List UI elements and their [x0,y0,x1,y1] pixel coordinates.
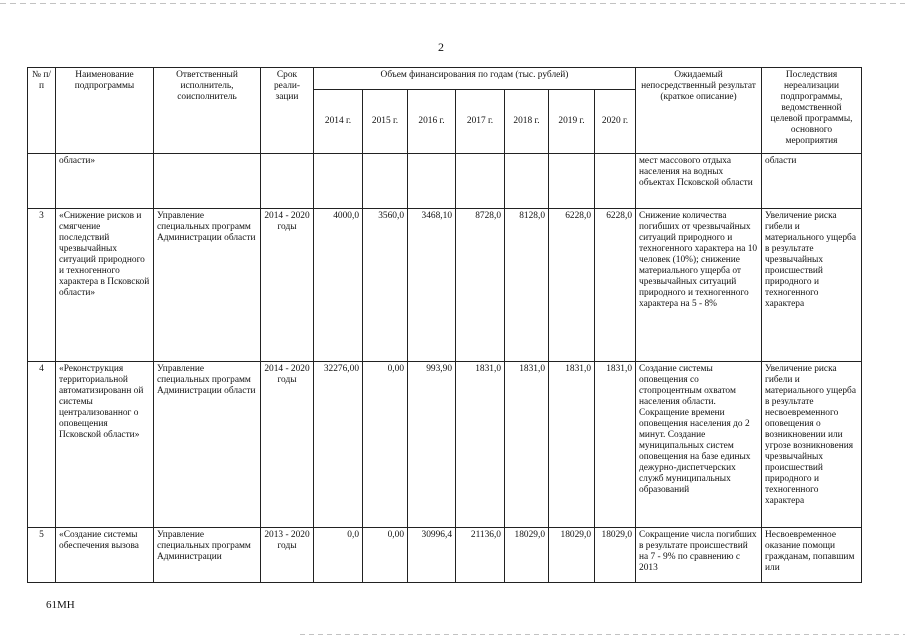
cell-consequences: Увеличение риска гибели и материального ущерба в результате несвоевременного оповещения о возникновении или угрозе возникновения чрезвычайных происшествий природного и техногенного характера [762,362,862,528]
cell-value: 18029,0 [549,528,595,583]
table-row [28,209,862,362]
cell-responsible: Управление специальных программ Администрации области [154,209,261,362]
scan-artifact-bottom [300,634,905,635]
year-header: 2014 г. [314,90,363,154]
cell-value: 0,00 [363,528,408,583]
header-consequences: Последствия нереализации подпрограммы, ведомственной целевой программы, основного мероприятия [762,68,862,154]
scan-artifact-top [0,3,905,4]
cell-name: «Снижение рисков и смягчение последствий чрезвычайных ситуаций природного и техногенного характера в Псковской области» [56,209,154,362]
cell-value [595,154,636,209]
cell-name: «Создание системы обеспечения вызова [56,528,154,583]
header-responsible: Ответственный исполнитель, соисполнитель [154,68,261,154]
cell-result: Сокращение числа погибших в результате происшествий на 7 - 9% по сравнению с 2013 [636,528,762,583]
cell-value [408,154,456,209]
cell-value: 1831,0 [595,362,636,528]
year-header: 2015 г. [363,90,408,154]
cell-value: 6228,0 [549,209,595,362]
cell-value: 1831,0 [549,362,595,528]
cell-value [456,154,505,209]
cell-responsible: Управление специальных программ Администрации области [154,362,261,528]
cell-term: 2013 - 2020 годы [261,528,314,583]
year-header: 2018 г. [505,90,549,154]
table-row [28,154,862,209]
page-number: 2 [438,40,444,54]
header-num: № п/п [28,68,56,154]
header-funding: Объем финансирования по годам (тыс. рублей) [314,68,636,90]
cell-responsible [154,154,261,209]
cell-value [505,154,549,209]
header-result: Ожидаемый непосредственный результат (краткое описание) [636,68,762,154]
cell-value: 1831,0 [505,362,549,528]
program-table [27,67,862,583]
header-name: Наименование подпрограммы [56,68,154,154]
cell-name: «Реконструкция территориальной автоматизированн ой системы централизованног о оповещения Псковской области» [56,362,154,528]
cell-value [314,154,363,209]
cell-value: 18029,0 [595,528,636,583]
cell-value: 21136,0 [456,528,505,583]
cell-value: 3560,0 [363,209,408,362]
cell-value: 4000,0 [314,209,363,362]
cell-value: 3468,10 [408,209,456,362]
cell-value: 8728,0 [456,209,505,362]
cell-term: 2014 - 2020 годы [261,362,314,528]
cell-num [28,154,56,209]
cell-result: Снижение количества погибших от чрезвычайных ситуаций природного и техногенного характера на 10 человек (10%); снижение материального ущерба от чрезвычайных ситуаций природного и техногенного характера на 5 - 8% [636,209,762,362]
table-row [28,362,862,528]
cell-result: Создание системы оповещения со стопроцентным охватом населения области. Сокращение времени оповещения населения до 2 минут. Создание муниципальных систем оповещения на базе единых дежурно-диспетчерских служб муниципальных образований [636,362,762,528]
cell-name: области» [56,154,154,209]
cell-value: 8128,0 [505,209,549,362]
header-term: Срок реали-зации [261,68,314,154]
year-header: 2016 г. [408,90,456,154]
cell-value: 32276,00 [314,362,363,528]
cell-value: 993,90 [408,362,456,528]
year-header: 2017 г. [456,90,505,154]
cell-consequences: Несвоевременное оказание помощи гражданам, попавшим или [762,528,862,583]
cell-num: 5 [28,528,56,583]
cell-result: мест массового отдыха населения на водных объектах Псковской области [636,154,762,209]
cell-value: 1831,0 [456,362,505,528]
year-header: 2020 г. [595,90,636,154]
document-code: 61МН [46,599,75,611]
cell-value: 0,0 [314,528,363,583]
cell-consequences: области [762,154,862,209]
cell-term [261,154,314,209]
table-row [28,528,862,583]
cell-num: 3 [28,209,56,362]
cell-value: 6228,0 [595,209,636,362]
cell-responsible: Управление специальных программ Администрации [154,528,261,583]
cell-value [363,154,408,209]
cell-value [549,154,595,209]
cell-value: 30996,4 [408,528,456,583]
cell-term: 2014 - 2020 годы [261,209,314,362]
cell-consequences: Увеличение риска гибели и материального ущерба в результате чрезвычайных происшествий природного и техногенного характера [762,209,862,362]
cell-num: 4 [28,362,56,528]
year-header: 2019 г. [549,90,595,154]
cell-value: 0,00 [363,362,408,528]
cell-value: 18029,0 [505,528,549,583]
